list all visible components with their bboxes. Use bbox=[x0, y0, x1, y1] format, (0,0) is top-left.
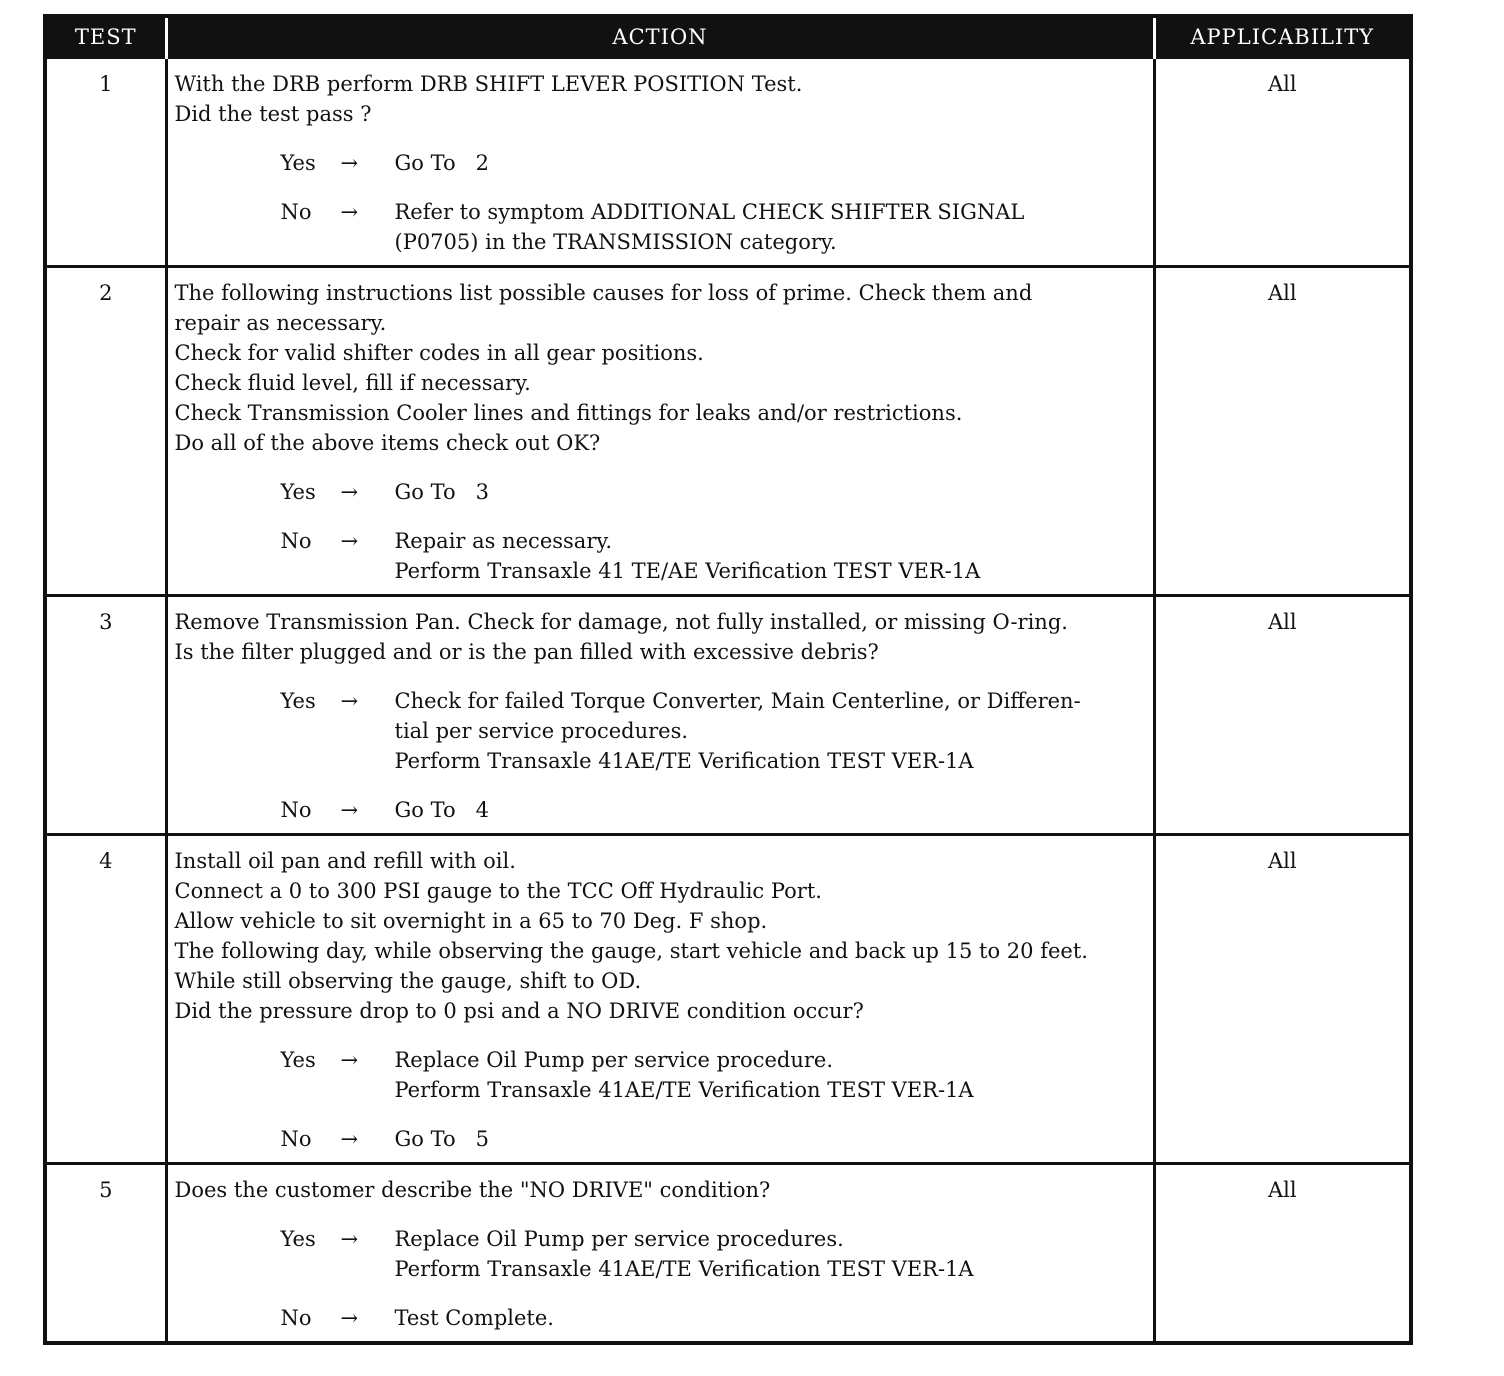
table-row bbox=[45, 835, 1411, 1164]
branch-label: Yes bbox=[280, 480, 316, 504]
action-text-line: Did the pressure drop to 0 psi and a NO DRIVE condition occur? bbox=[174, 999, 864, 1023]
table-row bbox=[45, 267, 1411, 596]
action-text-line: Check fluid level, fill if necessary. bbox=[174, 371, 531, 395]
right-arrow-icon: → bbox=[340, 151, 359, 175]
branch-yes bbox=[175, 1224, 1147, 1284]
test-number: 3 bbox=[45, 596, 166, 835]
action-text-line: Is the filter plugged and or is the pan filled with excessive debris? bbox=[174, 640, 879, 664]
action-text-line: The following instructions list possible causes for loss of prime. Check them and bbox=[174, 281, 1033, 305]
applicability-value: All bbox=[1154, 58, 1411, 267]
right-arrow-icon: → bbox=[340, 529, 359, 553]
action-text-line: Check for valid shifter codes in all gear positions. bbox=[174, 341, 704, 365]
branch-label: No bbox=[280, 1127, 312, 1151]
applicability-value: All bbox=[1154, 1164, 1411, 1344]
right-arrow-icon: → bbox=[340, 480, 359, 504]
action-text-line: Install oil pan and refill with oil. bbox=[174, 849, 516, 873]
table-row bbox=[45, 1164, 1411, 1344]
branch-label: No bbox=[280, 529, 312, 553]
action-text-line: Remove Transmission Pan. Check for damage, not fully installed, or missing O-ring. bbox=[174, 610, 1068, 634]
action-text-line: While still observing the gauge, shift to OD. bbox=[174, 969, 642, 993]
right-arrow-icon: → bbox=[340, 1048, 359, 1072]
applicability-value: All bbox=[1154, 596, 1411, 835]
branch-no bbox=[175, 197, 1147, 257]
applicability-value: All bbox=[1154, 835, 1411, 1164]
branch-label: Yes bbox=[280, 1227, 316, 1251]
branch-result-line: Replace Oil Pump per service procedures. bbox=[394, 1227, 844, 1251]
action-cell bbox=[166, 58, 1154, 267]
branch-result-line: Replace Oil Pump per service procedure. bbox=[394, 1048, 833, 1072]
applicability-value: All bbox=[1154, 267, 1411, 596]
column-header-applicability: APPLICABILITY bbox=[1154, 16, 1411, 58]
branch-result-line: Perform Transaxle 41AE/TE Verification TEST VER-1A bbox=[394, 1257, 974, 1281]
branch-label: Yes bbox=[280, 1048, 316, 1072]
action-text-line: Does the customer describe the "NO DRIVE" condition? bbox=[174, 1178, 771, 1202]
branch-yes bbox=[175, 148, 1147, 178]
table-header bbox=[45, 16, 1411, 58]
column-header-test: TEST bbox=[45, 16, 166, 58]
branch-yes bbox=[175, 1045, 1147, 1105]
right-arrow-icon: → bbox=[340, 689, 359, 713]
branch-result-line: Check for failed Torque Converter, Main Centerline, or Differen- bbox=[394, 689, 1081, 713]
branch-no bbox=[175, 1124, 1147, 1154]
branch-result bbox=[395, 686, 1147, 776]
right-arrow-icon: → bbox=[340, 1306, 359, 1330]
action-text-line: Do all of the above items check out OK? bbox=[174, 431, 601, 455]
action-cell bbox=[166, 596, 1154, 835]
branch-result bbox=[395, 148, 1147, 178]
branch-label: No bbox=[280, 1306, 312, 1330]
branch-result-line: Repair as necessary. bbox=[394, 529, 613, 553]
action-text-line: Connect a 0 to 300 PSI gauge to the TCC Off Hydraulic Port. bbox=[174, 879, 822, 903]
action-text-line: The following day, while observing the gauge, start vehicle and back up 15 to 20 feet. bbox=[174, 939, 1088, 963]
branch-result bbox=[395, 1303, 1147, 1333]
branch-result-line: Test Complete. bbox=[394, 1306, 554, 1330]
branch-result bbox=[395, 526, 1147, 586]
right-arrow-icon: → bbox=[340, 1227, 359, 1251]
branch-label: Yes bbox=[280, 689, 316, 713]
branch-result-line: Perform Transaxle 41AE/TE Verification TEST VER-1A bbox=[394, 749, 974, 773]
branch-result bbox=[395, 1124, 1147, 1154]
action-text-line: Did the test pass ? bbox=[174, 102, 372, 126]
branch-result-line: Go To 5 bbox=[394, 1127, 489, 1151]
branch-result-line: Go To 4 bbox=[394, 798, 489, 822]
action-cell bbox=[166, 267, 1154, 596]
branch-result-line: Perform Transaxle 41AE/TE Verification TEST VER-1A bbox=[394, 1078, 974, 1102]
test-number: 5 bbox=[45, 1164, 166, 1344]
branch-result bbox=[395, 1224, 1147, 1284]
test-number: 4 bbox=[45, 835, 166, 1164]
branch-result bbox=[395, 795, 1147, 825]
right-arrow-icon: → bbox=[340, 1127, 359, 1151]
action-cell bbox=[166, 835, 1154, 1164]
column-header-action: ACTION bbox=[166, 16, 1154, 58]
test-number: 2 bbox=[45, 267, 166, 596]
branch-label: No bbox=[280, 200, 312, 224]
branch-no bbox=[175, 1303, 1147, 1333]
branch-result-line: Refer to symptom ADDITIONAL CHECK SHIFTER SIGNAL bbox=[394, 200, 1025, 224]
right-arrow-icon: → bbox=[340, 200, 359, 224]
branch-result-line: Perform Transaxle 41 TE/AE Verification TEST VER-1A bbox=[394, 559, 981, 583]
branch-no bbox=[175, 795, 1147, 825]
branch-label: No bbox=[280, 798, 312, 822]
branch-result bbox=[395, 477, 1147, 507]
action-cell bbox=[166, 1164, 1154, 1344]
branch-yes bbox=[175, 686, 1147, 776]
table-row bbox=[45, 58, 1411, 267]
branch-result-line: tial per service procedures. bbox=[394, 719, 689, 743]
branch-result-line: Go To 3 bbox=[394, 480, 489, 504]
diagnostic-test-table bbox=[43, 14, 1413, 1345]
branch-result-line: Go To 2 bbox=[394, 151, 489, 175]
right-arrow-icon: → bbox=[340, 798, 359, 822]
action-text-line: Check Transmission Cooler lines and fittings for leaks and/or restrictions. bbox=[174, 401, 963, 425]
test-number: 1 bbox=[45, 58, 166, 267]
table-body bbox=[45, 58, 1411, 1344]
branch-yes bbox=[175, 477, 1147, 507]
branch-result bbox=[395, 197, 1147, 257]
branch-result bbox=[395, 1045, 1147, 1105]
branch-result-line: (P0705) in the TRANSMISSION category. bbox=[394, 230, 837, 254]
table-row bbox=[45, 596, 1411, 835]
action-text-line: repair as necessary. bbox=[174, 311, 387, 335]
action-text-line: With the DRB perform DRB SHIFT LEVER POSITION Test. bbox=[174, 72, 803, 96]
action-text-line: Allow vehicle to sit overnight in a 65 to 70 Deg. F shop. bbox=[174, 909, 768, 933]
branch-label: Yes bbox=[280, 151, 316, 175]
branch-no bbox=[175, 526, 1147, 586]
